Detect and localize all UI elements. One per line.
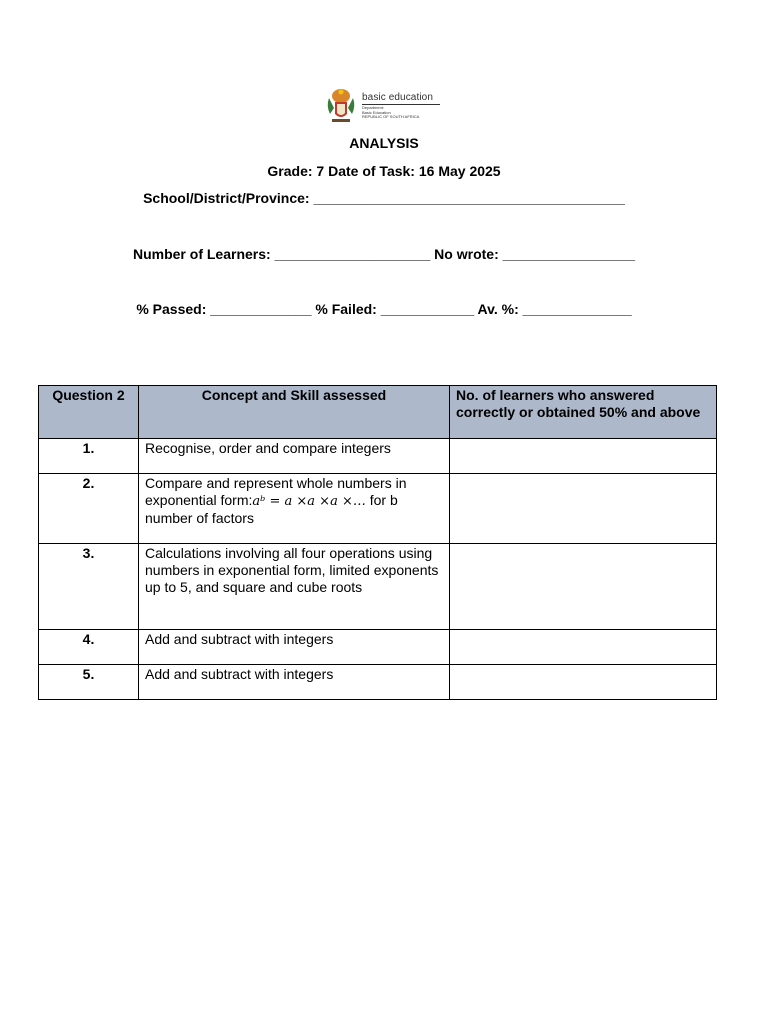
question-number: 4.	[39, 630, 139, 665]
grade-date-line: Grade: 7 Date of Task: 16 May 2025	[267, 163, 501, 179]
table-row	[39, 439, 717, 474]
learners-correct-cell[interactable]	[450, 544, 717, 630]
school-district-province-line: School/District/Province: ________________________________________	[143, 190, 625, 206]
analysis-table	[38, 385, 717, 700]
learners-correct-cell[interactable]	[450, 474, 717, 544]
table-row	[39, 665, 717, 700]
learners-correct-cell[interactable]	[450, 439, 717, 474]
concept-cell: Calculations involving all four operations using numbers in exponential form, limited exponents up to 5, and square and cube roots	[139, 544, 450, 630]
question-number: 2.	[39, 474, 139, 544]
learners-correct-cell[interactable]	[450, 630, 717, 665]
question-number: 1.	[39, 439, 139, 474]
table-row	[39, 630, 717, 665]
page-title: ANALYSIS	[349, 135, 419, 151]
header-concept: Concept and Skill assessed	[139, 386, 450, 439]
exponent-expression: aᵇ = a ×a ×a ×…	[252, 494, 366, 509]
dbe-logo	[324, 86, 444, 126]
learners-count-line: Number of Learners: ____________________ No wrote: _________________	[132, 246, 635, 262]
question-number: 5.	[39, 665, 139, 700]
concept-cell: Add and subtract with integers	[139, 665, 450, 700]
table-row	[39, 474, 717, 544]
concept-cell: Add and subtract with integers	[139, 630, 450, 665]
learners-correct-cell[interactable]	[450, 665, 717, 700]
header-question: Question 2	[39, 386, 139, 439]
concept-cell: Recognise, order and compare integers	[139, 439, 450, 474]
pass-fail-average-line: % Passed: _____________ % Failed: ____________ Av. %: ______________	[136, 301, 632, 317]
coat-of-arms-icon	[324, 86, 358, 126]
question-number: 3.	[39, 544, 139, 630]
table-header-row	[39, 386, 717, 439]
logo-subtext: Department: Basic Education REPUBLIC OF SOUTH AFRICA	[362, 105, 420, 119]
concept-cell: Compare and represent whole numbers in exponential form:aᵇ = a ×a ×a ×… for b number of factors	[139, 474, 450, 544]
header-learners-correct: No. of learners who answered correctly or obtained 50% and above	[450, 386, 717, 439]
table-row	[39, 544, 717, 630]
logo-brand-text: basic education	[362, 92, 433, 103]
